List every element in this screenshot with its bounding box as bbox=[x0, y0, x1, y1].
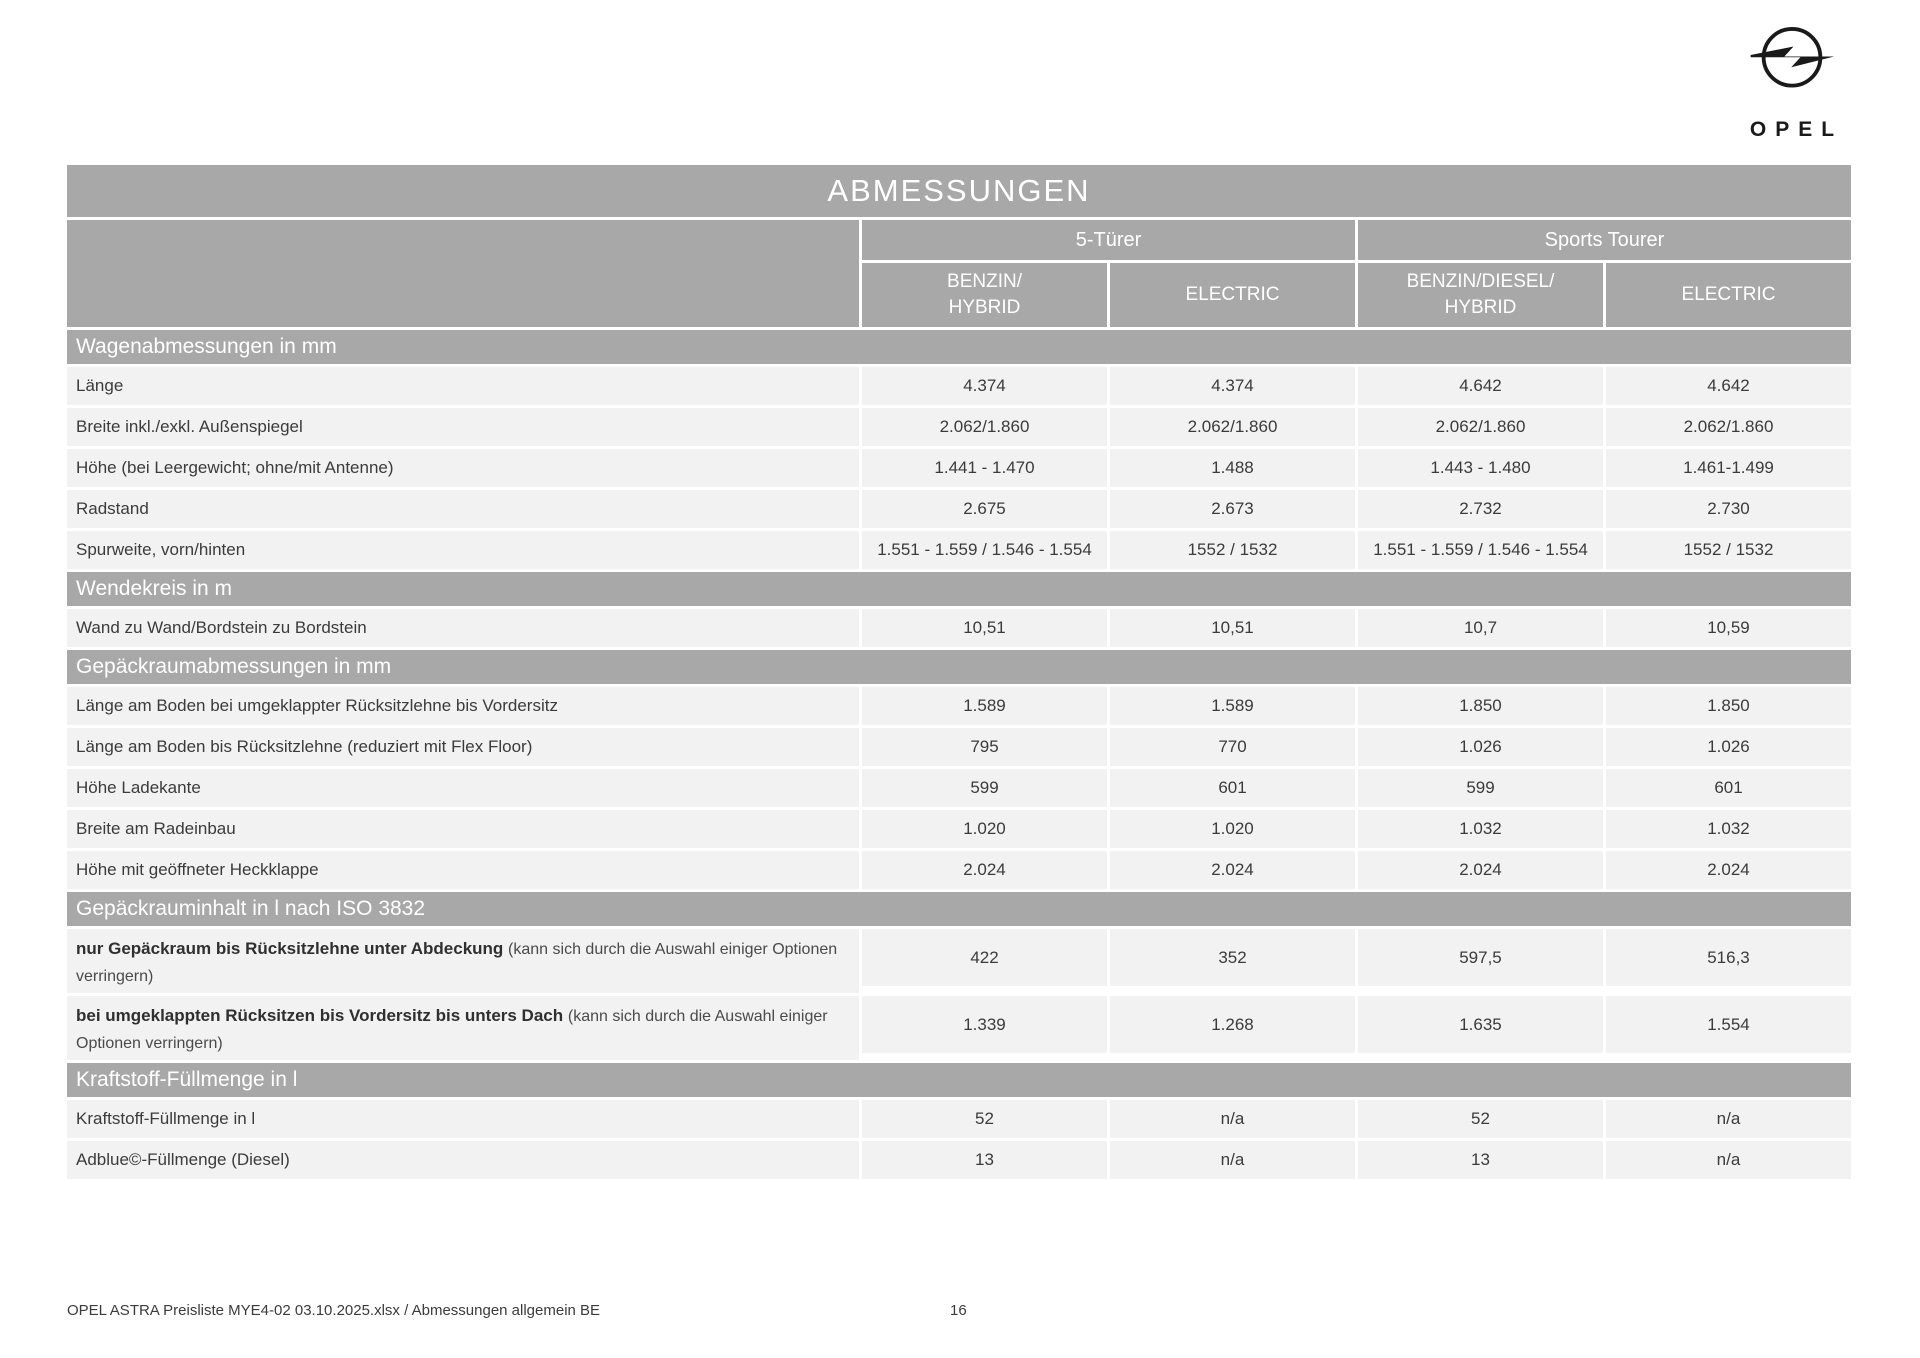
opel-blitz-icon bbox=[1726, 22, 1858, 114]
row-laenge-label: Länge bbox=[67, 367, 859, 405]
section-header-wendekreis: Wendekreis in m bbox=[67, 572, 1851, 606]
cell-value: 1.032 bbox=[1358, 810, 1603, 848]
cell-value: n/a bbox=[1110, 1100, 1355, 1138]
row-label-note: (kann sich durch die Auswahl einiger Optionen verringern) bbox=[76, 941, 838, 985]
cell-value: 1.441 - 1.470 bbox=[862, 449, 1107, 487]
cell-value: 2.730 bbox=[1606, 490, 1851, 528]
group-header-sports-tourer: Sports Tourer bbox=[1358, 220, 1851, 260]
cell-value: 1.850 bbox=[1606, 687, 1851, 725]
row-laenge-boden-vordersitz-label: Länge am Boden bei umgeklappter Rücksitzlehne bis Vordersitz bbox=[67, 687, 859, 725]
cell-value: 422 bbox=[862, 929, 1107, 986]
row-kraftstoff-label: Kraftstoff-Füllmenge in l bbox=[67, 1100, 859, 1138]
column-header-line: HYBRID bbox=[948, 297, 1021, 318]
row-radstand-label: Radstand bbox=[67, 490, 859, 528]
cell-value: 516,3 bbox=[1606, 929, 1851, 986]
cell-value: 2.024 bbox=[862, 851, 1107, 889]
cell-value: 10,51 bbox=[862, 609, 1107, 647]
cell-value: 1.589 bbox=[1110, 687, 1355, 725]
column-header-electric-st bbox=[1606, 263, 1851, 327]
cell-value: 2.024 bbox=[1358, 851, 1603, 889]
column-header-line: BENZIN/ bbox=[947, 271, 1022, 293]
cell-value: 599 bbox=[862, 769, 1107, 807]
cell-value: 1552 / 1532 bbox=[1110, 531, 1355, 569]
row-breite-radeinbau-label: Breite am Radeinbau bbox=[67, 810, 859, 848]
row-hoehe-ladekante-label: Höhe Ladekante bbox=[67, 769, 859, 807]
column-header-benzin-hybrid bbox=[862, 263, 1107, 327]
cell-value: 2.062/1.860 bbox=[1358, 408, 1603, 446]
opel-wordmark: OPEL bbox=[1749, 118, 1844, 141]
cell-value: 2.673 bbox=[1110, 490, 1355, 528]
cell-value: 10,51 bbox=[1110, 609, 1355, 647]
column-header-line: BENZIN/DIESEL/ bbox=[1406, 271, 1555, 293]
cell-value: 601 bbox=[1606, 769, 1851, 807]
cell-value: 4.374 bbox=[1110, 367, 1355, 405]
cell-value: 1552 / 1532 bbox=[1606, 531, 1851, 569]
footer-document-name: OPEL ASTRA Preisliste MYE4-02 03.10.2025.xlsx / Abmessungen allgemein BE bbox=[67, 1302, 601, 1319]
cell-value: 52 bbox=[862, 1100, 1107, 1138]
row-umgeklappte-ruecksitze-label bbox=[67, 996, 859, 1060]
row-spurweite-label: Spurweite, vorn/hinten bbox=[67, 531, 859, 569]
dimensions-table bbox=[67, 165, 1851, 1179]
cell-value: 599 bbox=[1358, 769, 1603, 807]
corner-spacer bbox=[67, 220, 859, 327]
cell-value: 1.635 bbox=[1358, 996, 1603, 1053]
cell-value: 10,59 bbox=[1606, 609, 1851, 647]
group-header-5-tuerer: 5-Türer bbox=[862, 220, 1355, 260]
column-header-line: ELECTRIC bbox=[1681, 284, 1776, 306]
column-header-electric-5t bbox=[1110, 263, 1355, 327]
cell-value: 2.062/1.860 bbox=[1606, 408, 1851, 446]
row-gepaeckraum-abdeckung-label bbox=[67, 929, 859, 993]
cell-value: 597,5 bbox=[1358, 929, 1603, 986]
cell-value: 1.020 bbox=[1110, 810, 1355, 848]
row-adblue-label: Adblue©-Füllmenge (Diesel) bbox=[67, 1141, 859, 1179]
section-header-gepaeckraumabmessungen: Gepäckraumabmessungen in mm bbox=[67, 650, 1851, 684]
cell-value: 1.032 bbox=[1606, 810, 1851, 848]
cell-value: 1.551 - 1.559 / 1.546 - 1.554 bbox=[862, 531, 1107, 569]
cell-value: 13 bbox=[1358, 1141, 1603, 1179]
cell-value: 1.589 bbox=[862, 687, 1107, 725]
cell-value: 2.732 bbox=[1358, 490, 1603, 528]
row-hoehe-heckklappe-label: Höhe mit geöffneter Heckklappe bbox=[67, 851, 859, 889]
cell-value: 601 bbox=[1110, 769, 1355, 807]
column-header-line: HYBRID bbox=[1444, 297, 1517, 318]
cell-value: 1.020 bbox=[862, 810, 1107, 848]
cell-value: 770 bbox=[1110, 728, 1355, 766]
cell-value: 1.026 bbox=[1358, 728, 1603, 766]
cell-value: 2.062/1.860 bbox=[1110, 408, 1355, 446]
cell-value: 4.642 bbox=[1606, 367, 1851, 405]
cell-value: 795 bbox=[862, 728, 1107, 766]
cell-value: n/a bbox=[1110, 1141, 1355, 1179]
cell-value: 2.024 bbox=[1110, 851, 1355, 889]
cell-value: 1.554 bbox=[1606, 996, 1851, 1053]
cell-value: 1.461-1.499 bbox=[1606, 449, 1851, 487]
row-label-note: (kann sich durch die Auswahl einiger Optionen verringern) bbox=[76, 1008, 828, 1052]
cell-value: 352 bbox=[1110, 929, 1355, 986]
section-header-wagenabmessungen: Wagenabmessungen in mm bbox=[67, 330, 1851, 364]
row-wendekreis-label: Wand zu Wand/Bordstein zu Bordstein bbox=[67, 609, 859, 647]
row-label-main: nur Gepäckraum bis Rücksitzlehne unter Abdeckung bbox=[76, 939, 504, 958]
cell-value: 52 bbox=[1358, 1100, 1603, 1138]
cell-value: 2.675 bbox=[862, 490, 1107, 528]
opel-logo bbox=[1726, 22, 1858, 142]
cell-value: 1.268 bbox=[1110, 996, 1355, 1053]
cell-value: 4.642 bbox=[1358, 367, 1603, 405]
cell-value: 4.374 bbox=[862, 367, 1107, 405]
cell-value: 1.443 - 1.480 bbox=[1358, 449, 1603, 487]
cell-value: 2.024 bbox=[1606, 851, 1851, 889]
row-hoehe-label: Höhe (bei Leergewicht; ohne/mit Antenne) bbox=[67, 449, 859, 487]
cell-value: 13 bbox=[862, 1141, 1107, 1179]
section-header-gepaeckrauminhalt: Gepäckrauminhalt in l nach ISO 3832 bbox=[67, 892, 1851, 926]
row-label-main: bei umgeklappten Rücksitzen bis Vordersitz bis unters Dach bbox=[76, 1006, 564, 1025]
column-header-benzin-diesel-hybrid bbox=[1358, 263, 1603, 327]
cell-value: 1.850 bbox=[1358, 687, 1603, 725]
row-laenge-boden-ruecksitzlehne-label: Länge am Boden bis Rücksitzlehne (reduziert mit Flex Floor) bbox=[67, 728, 859, 766]
cell-value: n/a bbox=[1606, 1141, 1851, 1179]
cell-value: 1.026 bbox=[1606, 728, 1851, 766]
table-title: ABMESSUNGEN bbox=[67, 165, 1851, 217]
cell-value: 2.062/1.860 bbox=[862, 408, 1107, 446]
column-header-line: ELECTRIC bbox=[1185, 284, 1280, 306]
footer-page-number: 16 bbox=[950, 1302, 967, 1319]
row-breite-label: Breite inkl./exkl. Außenspiegel bbox=[67, 408, 859, 446]
section-header-kraftstoff: Kraftstoff-Füllmenge in l bbox=[67, 1063, 1851, 1097]
cell-value: 1.551 - 1.559 / 1.546 - 1.554 bbox=[1358, 531, 1603, 569]
cell-value: 10,7 bbox=[1358, 609, 1603, 647]
cell-value: n/a bbox=[1606, 1100, 1851, 1138]
cell-value: 1.488 bbox=[1110, 449, 1355, 487]
cell-value: 1.339 bbox=[862, 996, 1107, 1053]
